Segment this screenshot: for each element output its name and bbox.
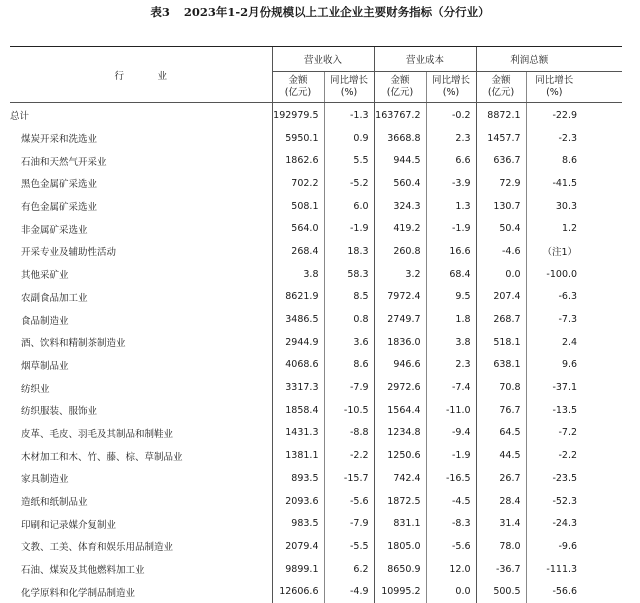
table-header bbox=[10, 47, 622, 103]
row-spacer bbox=[582, 103, 622, 127]
cost-growth-cell: -0.2 bbox=[426, 103, 476, 127]
industry-name-cell: 其他采矿业 bbox=[10, 263, 272, 286]
industry-column-header: 行 业 bbox=[10, 47, 272, 103]
table-row bbox=[10, 354, 622, 377]
row-spacer bbox=[582, 376, 622, 399]
cost-growth-cell: 68.4 bbox=[426, 263, 476, 286]
cost-amount-cell: 3.2 bbox=[374, 263, 426, 286]
profit-amount-cell: 1457.7 bbox=[476, 127, 526, 150]
industry-name-cell: 印刷和记录媒介复制业 bbox=[10, 512, 272, 535]
industry-name-cell: 黑色金属矿采选业 bbox=[10, 172, 272, 195]
cost-amount-cell: 7972.4 bbox=[374, 286, 426, 309]
cost-amount-cell: 1805.0 bbox=[374, 535, 426, 558]
cost-growth-cell: -3.9 bbox=[426, 172, 476, 195]
profit-growth-cell: -23.5 bbox=[526, 467, 582, 490]
cost-amount-cell: 1836.0 bbox=[374, 331, 426, 354]
revenue-amount-cell: 2093.6 bbox=[272, 490, 324, 513]
profit-amount-cell: 44.5 bbox=[476, 444, 526, 467]
table-row bbox=[10, 444, 622, 467]
row-spacer bbox=[582, 558, 622, 581]
cost-growth-cell: 2.3 bbox=[426, 354, 476, 377]
revenue-growth-cell: 58.3 bbox=[324, 263, 374, 286]
profit-growth-cell: -2.3 bbox=[526, 127, 582, 150]
revenue-amount-cell: 564.0 bbox=[272, 217, 324, 240]
cost-growth-cell: 1.8 bbox=[426, 308, 476, 331]
revenue-amount-cell: 192979.5 bbox=[272, 103, 324, 127]
table-row bbox=[10, 149, 622, 172]
revenue-growth-cell: -1.3 bbox=[324, 103, 374, 127]
profit-group-header: 利润总额 bbox=[476, 47, 582, 72]
cost-growth-cell: -11.0 bbox=[426, 399, 476, 422]
table-row bbox=[10, 422, 622, 445]
industry-name-cell: 烟草制品业 bbox=[10, 354, 272, 377]
cost-amount-cell: 831.1 bbox=[374, 512, 426, 535]
cost-growth-cell: -4.5 bbox=[426, 490, 476, 513]
table-row bbox=[10, 240, 622, 263]
industry-name-cell: 非金属矿采选业 bbox=[10, 217, 272, 240]
table-row bbox=[10, 376, 622, 399]
row-spacer bbox=[582, 331, 622, 354]
table-row bbox=[10, 103, 622, 127]
profit-growth-cell: -7.3 bbox=[526, 308, 582, 331]
row-spacer bbox=[582, 286, 622, 309]
table-row bbox=[10, 308, 622, 331]
profit-amount-cell: 638.1 bbox=[476, 354, 526, 377]
industry-name-cell: 石油、煤炭及其他燃料加工业 bbox=[10, 558, 272, 581]
cost-amount-cell: 560.4 bbox=[374, 172, 426, 195]
table-row bbox=[10, 195, 622, 218]
profit-growth-cell: -7.2 bbox=[526, 422, 582, 445]
row-spacer bbox=[582, 308, 622, 331]
revenue-amount-cell: 983.5 bbox=[272, 512, 324, 535]
row-spacer bbox=[582, 422, 622, 445]
industry-name-cell: 开采专业及辅助性活动 bbox=[10, 240, 272, 263]
profit-amount-header: 金额 (亿元) bbox=[476, 72, 526, 103]
profit-amount-cell: 72.9 bbox=[476, 172, 526, 195]
profit-amount-cell: 500.5 bbox=[476, 580, 526, 603]
row-spacer bbox=[582, 535, 622, 558]
industry-name-cell: 酒、饮料和精制茶制造业 bbox=[10, 331, 272, 354]
page-title bbox=[0, 4, 640, 20]
profit-growth-cell: -52.3 bbox=[526, 490, 582, 513]
cost-amount-cell: 8650.9 bbox=[374, 558, 426, 581]
table-title-text: 2023年1-2月份规模以上工业企业主要财务指标（分行业） bbox=[184, 5, 490, 19]
cost-growth-cell: 16.6 bbox=[426, 240, 476, 263]
revenue-growth-cell: -15.7 bbox=[324, 467, 374, 490]
cost-group-header: 营业成本 bbox=[374, 47, 476, 72]
table-row bbox=[10, 558, 622, 581]
cost-growth-cell: -9.4 bbox=[426, 422, 476, 445]
profit-amount-cell: -4.6 bbox=[476, 240, 526, 263]
revenue-amount-cell: 2944.9 bbox=[272, 331, 324, 354]
cost-amount-cell: 419.2 bbox=[374, 217, 426, 240]
revenue-amount-cell: 268.4 bbox=[272, 240, 324, 263]
profit-growth-cell: 2.4 bbox=[526, 331, 582, 354]
profit-amount-cell: 0.0 bbox=[476, 263, 526, 286]
revenue-amount-cell: 3317.3 bbox=[272, 376, 324, 399]
revenue-amount-header: 金额 (亿元) bbox=[272, 72, 324, 103]
profit-growth-cell: -22.9 bbox=[526, 103, 582, 127]
profit-amount-cell: 207.4 bbox=[476, 286, 526, 309]
row-spacer bbox=[582, 195, 622, 218]
table-row bbox=[10, 127, 622, 150]
revenue-growth-cell: -5.2 bbox=[324, 172, 374, 195]
row-spacer bbox=[582, 263, 622, 286]
cost-amount-cell: 2972.6 bbox=[374, 376, 426, 399]
profit-amount-cell: 130.7 bbox=[476, 195, 526, 218]
revenue-growth-cell: 5.5 bbox=[324, 149, 374, 172]
profit-amount-cell: 76.7 bbox=[476, 399, 526, 422]
industry-name-cell: 文教、工美、体育和娱乐用品制造业 bbox=[10, 535, 272, 558]
cost-growth-cell: -5.6 bbox=[426, 535, 476, 558]
cost-growth-header: 同比增长 (%) bbox=[426, 72, 476, 103]
industry-name-cell: 造纸和纸制品业 bbox=[10, 490, 272, 513]
cost-amount-cell: 1250.6 bbox=[374, 444, 426, 467]
revenue-growth-cell: -5.6 bbox=[324, 490, 374, 513]
table-row bbox=[10, 512, 622, 535]
industry-name-cell: 总计 bbox=[10, 103, 272, 127]
table-row bbox=[10, 217, 622, 240]
cost-amount-cell: 324.3 bbox=[374, 195, 426, 218]
revenue-growth-cell: 3.6 bbox=[324, 331, 374, 354]
profit-growth-cell: 8.6 bbox=[526, 149, 582, 172]
revenue-amount-cell: 508.1 bbox=[272, 195, 324, 218]
row-spacer bbox=[582, 444, 622, 467]
profit-growth-cell: -2.2 bbox=[526, 444, 582, 467]
row-spacer bbox=[582, 240, 622, 263]
table-row bbox=[10, 331, 622, 354]
profit-amount-cell: 31.4 bbox=[476, 512, 526, 535]
revenue-growth-cell: 8.5 bbox=[324, 286, 374, 309]
cost-amount-cell: 944.5 bbox=[374, 149, 426, 172]
revenue-amount-cell: 5950.1 bbox=[272, 127, 324, 150]
profit-growth-cell: -24.3 bbox=[526, 512, 582, 535]
cost-amount-cell: 1564.4 bbox=[374, 399, 426, 422]
industry-name-cell: 石油和天然气开采业 bbox=[10, 149, 272, 172]
industry-name-cell: 纺织服装、服饰业 bbox=[10, 399, 272, 422]
profit-amount-cell: 8872.1 bbox=[476, 103, 526, 127]
revenue-amount-cell: 1862.6 bbox=[272, 149, 324, 172]
cost-amount-cell: 946.6 bbox=[374, 354, 426, 377]
profit-growth-cell: -6.3 bbox=[526, 286, 582, 309]
revenue-growth-cell: 0.8 bbox=[324, 308, 374, 331]
row-spacer bbox=[582, 172, 622, 195]
revenue-amount-cell: 1381.1 bbox=[272, 444, 324, 467]
row-spacer bbox=[582, 490, 622, 513]
profit-growth-header: 同比增长 (%) bbox=[526, 72, 582, 103]
cost-growth-cell: -1.9 bbox=[426, 444, 476, 467]
table-row bbox=[10, 580, 622, 603]
cost-amount-cell: 163767.2 bbox=[374, 103, 426, 127]
revenue-growth-cell: -5.5 bbox=[324, 535, 374, 558]
profit-growth-cell: -111.3 bbox=[526, 558, 582, 581]
cost-growth-cell: 12.0 bbox=[426, 558, 476, 581]
profit-growth-cell: -37.1 bbox=[526, 376, 582, 399]
profit-growth-cell: -9.6 bbox=[526, 535, 582, 558]
revenue-growth-cell: -10.5 bbox=[324, 399, 374, 422]
profit-growth-cell: -41.5 bbox=[526, 172, 582, 195]
revenue-amount-cell: 2079.4 bbox=[272, 535, 324, 558]
row-spacer bbox=[582, 149, 622, 172]
table-row bbox=[10, 535, 622, 558]
industry-name-cell: 食品制造业 bbox=[10, 308, 272, 331]
cost-amount-header: 金额 (亿元) bbox=[374, 72, 426, 103]
revenue-amount-cell: 702.2 bbox=[272, 172, 324, 195]
table-row bbox=[10, 399, 622, 422]
row-spacer bbox=[582, 127, 622, 150]
industry-name-cell: 纺织业 bbox=[10, 376, 272, 399]
revenue-group-header: 营业收入 bbox=[272, 47, 374, 72]
cost-growth-cell: -8.3 bbox=[426, 512, 476, 535]
industry-name-cell: 农副食品加工业 bbox=[10, 286, 272, 309]
cost-amount-cell: 1872.5 bbox=[374, 490, 426, 513]
cost-growth-cell: 6.6 bbox=[426, 149, 476, 172]
industry-name-cell: 有色金属矿采选业 bbox=[10, 195, 272, 218]
cost-amount-cell: 742.4 bbox=[374, 467, 426, 490]
profit-amount-cell: 78.0 bbox=[476, 535, 526, 558]
header-spacer bbox=[582, 72, 622, 103]
profit-growth-cell: -100.0 bbox=[526, 263, 582, 286]
profit-amount-cell: 64.5 bbox=[476, 422, 526, 445]
revenue-growth-cell: 0.9 bbox=[324, 127, 374, 150]
revenue-growth-cell: 6.2 bbox=[324, 558, 374, 581]
profit-amount-cell: 518.1 bbox=[476, 331, 526, 354]
table-row bbox=[10, 172, 622, 195]
industry-name-cell: 家具制造业 bbox=[10, 467, 272, 490]
industry-name-cell: 皮革、毛皮、羽毛及其制品和制鞋业 bbox=[10, 422, 272, 445]
row-spacer bbox=[582, 354, 622, 377]
cost-amount-cell: 10995.2 bbox=[374, 580, 426, 603]
profit-amount-cell: 636.7 bbox=[476, 149, 526, 172]
cost-growth-cell: 2.3 bbox=[426, 127, 476, 150]
profit-growth-cell: （注1） bbox=[526, 240, 582, 263]
revenue-growth-cell: 6.0 bbox=[324, 195, 374, 218]
revenue-growth-cell: -1.9 bbox=[324, 217, 374, 240]
revenue-amount-cell: 8621.9 bbox=[272, 286, 324, 309]
cost-amount-cell: 3668.8 bbox=[374, 127, 426, 150]
profit-growth-cell: 9.6 bbox=[526, 354, 582, 377]
table-body bbox=[10, 103, 622, 603]
revenue-amount-cell: 3.8 bbox=[272, 263, 324, 286]
revenue-growth-cell: -7.9 bbox=[324, 376, 374, 399]
row-spacer bbox=[582, 217, 622, 240]
revenue-amount-cell: 1431.3 bbox=[272, 422, 324, 445]
table-row bbox=[10, 263, 622, 286]
revenue-growth-cell: -8.8 bbox=[324, 422, 374, 445]
profit-amount-cell: 28.4 bbox=[476, 490, 526, 513]
cost-amount-cell: 260.8 bbox=[374, 240, 426, 263]
row-spacer bbox=[582, 467, 622, 490]
row-spacer bbox=[582, 580, 622, 603]
profit-amount-cell: -36.7 bbox=[476, 558, 526, 581]
cost-growth-cell: -1.9 bbox=[426, 217, 476, 240]
profit-growth-cell: -56.6 bbox=[526, 580, 582, 603]
cost-growth-cell: 3.8 bbox=[426, 331, 476, 354]
cost-growth-cell: -7.4 bbox=[426, 376, 476, 399]
industry-name-cell: 木材加工和木、竹、藤、棕、草制品业 bbox=[10, 444, 272, 467]
revenue-growth-cell: -4.9 bbox=[324, 580, 374, 603]
industry-name-cell: 煤炭开采和洗选业 bbox=[10, 127, 272, 150]
table-row bbox=[10, 467, 622, 490]
revenue-amount-cell: 4068.6 bbox=[272, 354, 324, 377]
header-row-groups bbox=[10, 47, 622, 72]
revenue-growth-cell: -7.9 bbox=[324, 512, 374, 535]
revenue-amount-cell: 3486.5 bbox=[272, 308, 324, 331]
cost-growth-cell: 1.3 bbox=[426, 195, 476, 218]
cost-growth-cell: 9.5 bbox=[426, 286, 476, 309]
table-row bbox=[10, 490, 622, 513]
row-spacer bbox=[582, 512, 622, 535]
revenue-growth-cell: -2.2 bbox=[324, 444, 374, 467]
revenue-amount-cell: 12606.6 bbox=[272, 580, 324, 603]
profit-amount-cell: 268.7 bbox=[476, 308, 526, 331]
revenue-amount-cell: 9899.1 bbox=[272, 558, 324, 581]
profit-amount-cell: 26.7 bbox=[476, 467, 526, 490]
cost-growth-cell: 0.0 bbox=[426, 580, 476, 603]
revenue-growth-cell: 18.3 bbox=[324, 240, 374, 263]
revenue-growth-cell: 8.6 bbox=[324, 354, 374, 377]
revenue-amount-cell: 1858.4 bbox=[272, 399, 324, 422]
profit-growth-cell: -13.5 bbox=[526, 399, 582, 422]
revenue-growth-header: 同比增长 (%) bbox=[324, 72, 374, 103]
table-row bbox=[10, 286, 622, 309]
header-spacer bbox=[582, 47, 622, 72]
profit-amount-cell: 70.8 bbox=[476, 376, 526, 399]
cost-amount-cell: 1234.8 bbox=[374, 422, 426, 445]
cost-growth-cell: -16.5 bbox=[426, 467, 476, 490]
profit-growth-cell: 1.2 bbox=[526, 217, 582, 240]
row-spacer bbox=[582, 399, 622, 422]
profit-growth-cell: 30.3 bbox=[526, 195, 582, 218]
financial-indicators-table bbox=[10, 46, 622, 603]
profit-amount-cell: 50.4 bbox=[476, 217, 526, 240]
revenue-amount-cell: 893.5 bbox=[272, 467, 324, 490]
industry-name-cell: 化学原料和化学制品制造业 bbox=[10, 580, 272, 603]
table-number: 表3 bbox=[150, 5, 170, 19]
cost-amount-cell: 2749.7 bbox=[374, 308, 426, 331]
